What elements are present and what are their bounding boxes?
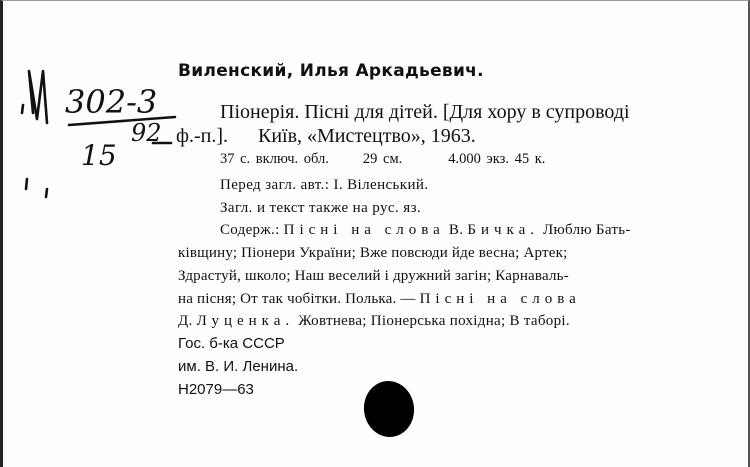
contents-line-3-a: на пісня; От так чобітки. Полька. —: [178, 291, 416, 307]
contents-rest-0: Люблю Бать-: [543, 222, 631, 238]
shelfmark-lower-exp: 92: [131, 119, 162, 147]
title-line-1: Піонерія. Пісні для дітей. [Для хору в супроводі: [220, 101, 630, 123]
size: 29 см.: [362, 151, 403, 167]
contents-spaced-2: Бичка.: [467, 222, 539, 238]
author-heading: Виленский, Илья Аркадьевич.: [178, 61, 484, 81]
contents-spaced-1: Пісні на слова: [283, 222, 445, 238]
contents-line-3: [178, 291, 581, 308]
title-line-2: [176, 125, 476, 148]
contents-line-4-b: Луценка.: [196, 313, 295, 329]
contents-line-4-c: Жовтнева; Піонерська похідна; В таборі.: [298, 313, 570, 329]
card-code: Н2079—63: [178, 381, 254, 398]
contents-line-0: [220, 222, 631, 239]
contents-line-4-a: Д.: [178, 313, 193, 329]
library-stamp-line-2: им. В. И. Ленина.: [178, 358, 299, 375]
physical-description: [220, 151, 545, 168]
library-stamp-line-1: Гос. б-ка СССР: [178, 335, 285, 352]
shelf-mark-tick: [26, 179, 27, 189]
contents-line-2: Здрастуй, школо; Наш веселий і дружний загін; Карнаваль-: [178, 268, 569, 284]
shelfmark-upper: 302-3: [65, 83, 158, 121]
contents-line-4: [178, 313, 570, 330]
publication-info: Київ, «Мистецтво», 1963.: [257, 125, 476, 147]
punch-hole: [360, 378, 417, 440]
contents-line-3-b: Пісні на слова: [419, 291, 581, 307]
handwritten-shelfmark: [3, 1, 183, 201]
title-line-2-a: ф.-п.].: [176, 125, 228, 147]
contents-label: Содерж.:: [220, 222, 280, 238]
pages: 37 с. включ. обл.: [220, 151, 329, 167]
contents-line-1: ківщину; Піонери України; Вже повсюди йде весна; Артек;: [178, 245, 568, 261]
print-run-price: 4.000 экз. 45 к.: [448, 151, 546, 167]
shelf-letter-m-stroke: [29, 71, 47, 123]
note-author: Перед загл. авт.: І. Віленський.: [220, 177, 429, 193]
contents-name-1: В.: [448, 222, 464, 238]
note-language: Загл. и текст также на рус. яз.: [220, 200, 422, 216]
shelf-mark-tick: [46, 189, 47, 197]
shelfmark-lower: 15: [81, 139, 117, 172]
shelf-mark-tick: [22, 105, 23, 113]
